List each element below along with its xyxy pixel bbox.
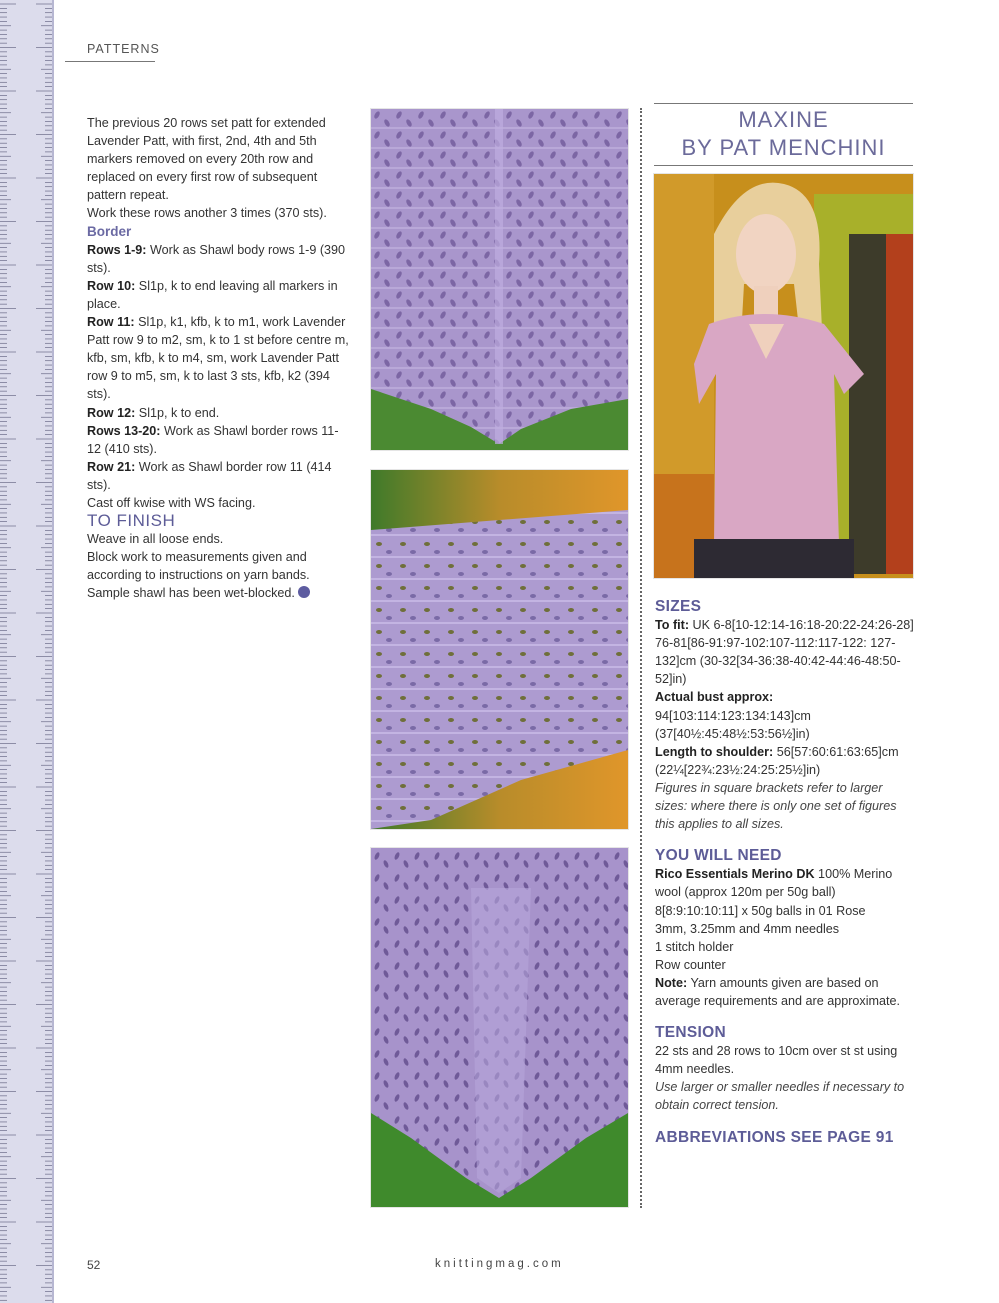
site-url: knittingmag.com xyxy=(435,1258,564,1270)
finish-heading: TO FINISH xyxy=(87,511,176,531)
row-instruction: Row 11: Sl1p, k1, kfb, k to m1, work Lavender Patt row 9 to m2, sm, k to 1 st before centre m, kfb, sm, kfb, k to m4, sm, work Lavender Patt row 9 to m5, sm, k to last 3 sts, kfb, k2 (394 sts). xyxy=(87,315,349,402)
yarn-note: Note: Yarn amounts given are based on average requirements and are approximate. xyxy=(655,975,901,1008)
need-item: 8[8:9:10:10:11] x 50g balls in 01 Rose xyxy=(655,903,866,918)
cast-off-line: Cast off kwise with WS facing. xyxy=(87,495,256,510)
section-label: PATTERNS xyxy=(87,42,160,56)
abbreviations-link: ABBREVIATIONS SEE PAGE 91 xyxy=(655,1128,894,1146)
finish-line: Block work to measurements given and according to instructions on yarn bands. xyxy=(87,550,310,583)
sizes-heading: SIZES xyxy=(655,598,702,615)
yarn-line: Rico Essentials Merino DK 100% Merino wool (approx 120m per 50g ball) xyxy=(655,867,893,900)
measuring-ruler xyxy=(0,0,54,1303)
repeat-paragraph: Work these rows another 3 times (370 sts). xyxy=(87,206,327,221)
bust-label: Actual bust approx: xyxy=(655,690,774,705)
need-item: 3mm, 3.25mm and 4mm needles xyxy=(655,921,840,936)
bust-value: 94[103:114:123:134:143]cm (37[40½:45:48½:53:56½]in) xyxy=(655,708,811,741)
row-instruction: Rows 1-9: Work as Shawl body rows 1-9 (390 sts). xyxy=(87,242,346,275)
row-instruction: Row 21: Work as Shawl border row 11 (414 sts). xyxy=(87,459,332,492)
yarn-ball-icon xyxy=(298,586,310,598)
shawl-photo-top xyxy=(371,109,628,450)
ruler-ticks xyxy=(0,0,52,1303)
section-rule xyxy=(65,61,155,62)
sizes-note: Figures in square brackets refer to larger sizes: where there is only one set of figures this applies to all sizes. xyxy=(655,780,897,832)
tension-note: Use larger or smaller needles if necessary to obtain correct tension. xyxy=(655,1080,905,1113)
row-instruction: Rows 13-20: Work as Shawl border rows 11-12 (410 sts). xyxy=(87,423,339,456)
page-number: 52 xyxy=(87,1258,101,1272)
need-item: 1 stitch holder xyxy=(655,939,734,954)
finish-line-last: Sample shawl has been wet-blocked. xyxy=(87,584,349,602)
pattern-instructions xyxy=(87,114,349,603)
row-instruction: Row 12: Sl1p, k to end. xyxy=(87,405,220,420)
need-item: Row counter xyxy=(655,957,726,972)
need-heading: YOU WILL NEED xyxy=(655,847,782,865)
shawl-photo-middle xyxy=(371,470,628,829)
pattern-details xyxy=(655,598,917,1147)
border-heading: Border xyxy=(87,223,132,239)
intro-paragraph: The previous 20 rows set patt for extended Lavender Patt, with first, 2nd, 4th and 5th markers removed on every 20th row and replaced on every first row of subsequent pattern repeat. xyxy=(87,116,326,203)
pattern-title xyxy=(654,103,913,166)
title-name: MAXINE xyxy=(738,107,829,132)
title-designer: BY PAT MENCHINI xyxy=(681,135,886,160)
to-fit-line: To fit: UK 6-8[10-12:14-16:18-20:22-24:26-28] 76-81[86-91:97-102:107-112:117-122: 127-132]cm (30-32[34-36:38-40:42-44:46-48:50-52]in) xyxy=(655,618,914,687)
shawl-photo-bottom xyxy=(371,848,628,1207)
length-line: Length to shoulder: 56[57:60:61:63:65]cm (22¼[22¾:23½:24:25:25½]in) xyxy=(655,744,899,777)
row-instruction: Row 10: Sl1p, k to end leaving all markers in place. xyxy=(87,278,338,311)
column-divider xyxy=(640,108,642,1208)
model-photo xyxy=(654,174,913,578)
tension-heading: TENSION xyxy=(655,1024,726,1042)
tension-text: 22 sts and 28 rows to 10cm over st st using 4mm needles. xyxy=(655,1044,898,1077)
finish-line: Weave in all loose ends. xyxy=(87,532,224,547)
